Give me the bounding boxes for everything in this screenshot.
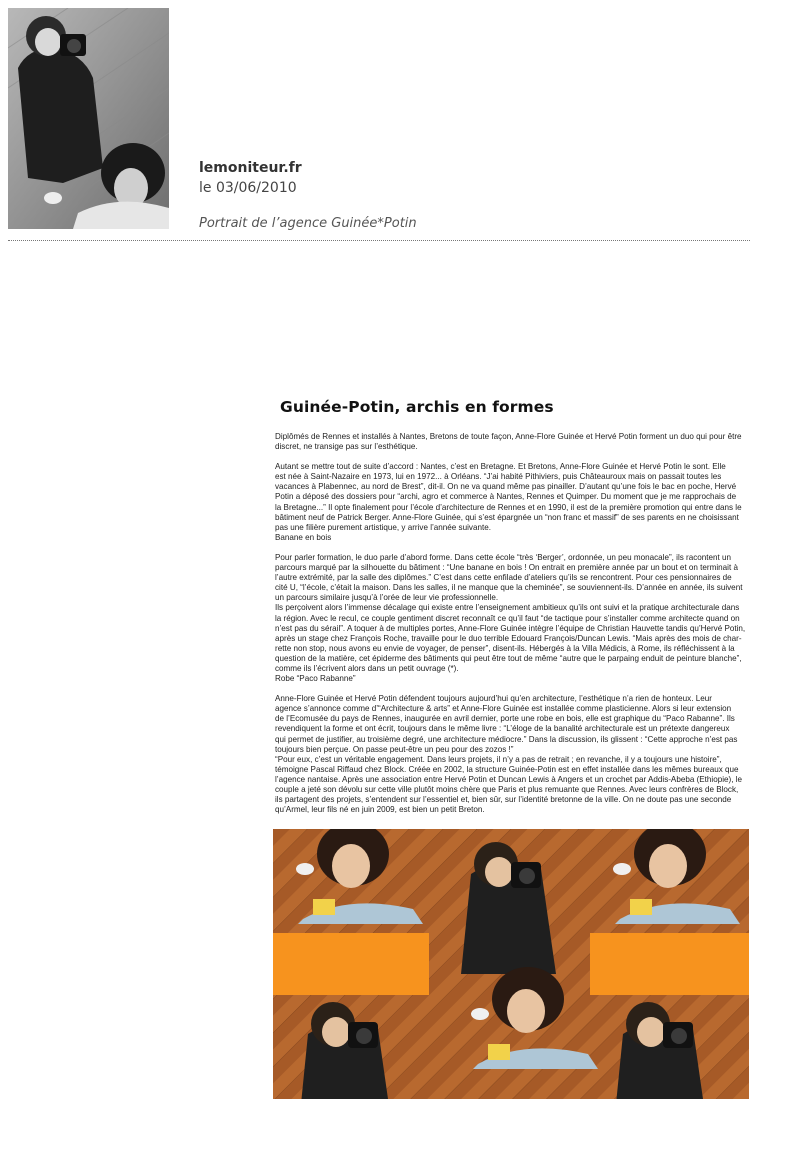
paragraph-line: agence s’annonce comme d’“Architecture & arts” et Anne-Flore Guinée est installée comme plasticienne. Alors si leur extension [275, 704, 732, 714]
article-body [275, 432, 747, 815]
article-title: Guinée-Potin, archis en formes [280, 398, 554, 416]
article-paragraph [275, 694, 747, 815]
header-subtitle: Portrait de l’agence Guinée*Potin [199, 216, 417, 231]
paragraph-line: qu’Armel, leur fils né en juin 2009, est bien un petit Breton. [275, 805, 485, 815]
collage-tile-center [429, 829, 598, 1099]
paragraph-line: un parcours similaire jusqu’à l’orée de leur vie professionnelle. [275, 593, 499, 603]
photo-collage [273, 829, 749, 1099]
paragraph-line: Anne-Flore Guinée et Hervé Potin défendent toujours aujourd’hui qu’en architecture, l’esthétique n’a rien de honteux. Leur [275, 694, 712, 704]
paragraph-line: question de la matière, cet épiderme des bâtiments qui peut être tout de même “autre que le parpaing enduit de peinture blanche”, [275, 653, 742, 663]
paragraph-line: Potin a déposé des dossiers pour “archi, agro et commerce à Nantes, Rennes et Quimper. Du moment que je me rapprochais de [275, 492, 737, 502]
paragraph-line: Ils perçoivent alors l’immense décalage qui existe entre l’enseignement ambitieux qu’ils ont suivi et la pratique architecturale dans [275, 603, 740, 613]
paragraph-line: revendiquent la forme et ont écrit, toujours dans le même livre : “L’éloge de la banalité architecturale est un prétexte dangereux [275, 724, 730, 734]
paragraph-line: Banane en bois [275, 532, 332, 542]
paragraph-line: cité U, “l’école, c’était la maison. Dans les salles, il ne manque que la cheminée”, se souviennent-ils. D’année en année, ils suivent [275, 583, 743, 593]
paragraph-line: après un stage chez François Roche, travaille pour le duo terrible Edouard François/Duncan Lewis. “Mais après des mois de char- [275, 633, 742, 643]
article-paragraph [275, 462, 747, 543]
paragraph-line: Autant se mettre tout de suite d’accord : Nantes, c’est en Bretagne. Et Bretons, Anne-Flore Guinée et Hervé Potin le sont. Elle [275, 462, 726, 472]
dotted-divider [8, 240, 750, 241]
paragraph-line: vacances à Plabennec, au nord de Brest”, dit-il. On ne va quand même pas pinailler. D’autant qu’une fois le bac en poche, Hervé [275, 482, 737, 492]
paragraph-line: Robe “Paco Rabanne” [275, 674, 356, 684]
header-portrait-photo [8, 8, 169, 229]
paragraph-line: n’est pas du sérail”. A toquer à de multiples portes, Anne-Flore Guinée intègre l’équipe de Christian Hauvette tandis qu’Hervé Potin, [275, 623, 746, 633]
paragraph-line: Diplômés de Rennes et installés à Nantes, Bretons de toute façon, Anne-Flore Guinée et Hervé Potin forment un duo qui pour être [275, 432, 742, 441]
paragraph-line: Pour parler formation, le duo parle d’abord forme. Dans cette école “très ‘Berger’, ordonnée, un peu monacale”, ils racontent un [275, 552, 732, 562]
orange-band-left [273, 933, 429, 995]
article-paragraph [275, 553, 747, 684]
paragraph-line: toujours bien perçue. On passe peut-être un peu pour des zozos !” [275, 744, 514, 754]
paragraph-line: est née à Saint-Nazaire en 1973, lui en 1972... à Orléans. “J’ai habité Pithiviers, puis Châteauroux mais on passait toutes les [275, 472, 722, 482]
paragraph-line: témoigne Pascal Riffaud chez Block. Créée en 2002, la structure Guinée-Potin est en effet installée dans les mêmes bureaux que [275, 764, 739, 774]
paragraph-line: bâtiment neuf de Patrick Berger. Anne-Flore Guinée, qui s’est épargnée un “non franc et massif” de ses parents en ne choisissant [275, 512, 739, 522]
paragraph-line: couple a jeté son dévolu sur cette ville plutôt moins chère que Paris et plus remuante que Rennes. Avec leurs confrères de Block, [275, 785, 739, 794]
article [275, 398, 747, 825]
orange-band-right [590, 933, 749, 995]
article-paragraph [275, 432, 747, 452]
paragraph-line: parcours marqué par la silhouette du bâtiment : “Une banane en bois ! On entrait en première année par un bout et on terminait à [275, 563, 738, 573]
publication-date: le 03/06/2010 [199, 180, 297, 196]
paragraph-line: l’autre extrémité, par la salle des diplômes.” C’est dans cette enfilade d’ateliers qu’ils se rencontrent. Pour ces pensionnaires de [275, 573, 732, 583]
paragraph-line: l’agence nantaise. Après une association entre Hervé Potin et Duncan Lewis à Angers et un crochet par Addis-Abeba (Ethiopie), le [275, 774, 743, 784]
paragraph-line: “Pour eux, c’est un véritable engagement. Dans leurs projets, il n’y a pas de retrait ; en revanche, il y a toujours une histoire”, [275, 754, 722, 764]
paragraph-line: qui permet de justifier, au troisième degré, une architecture médiocre.” Dans la discussion, ils glissent : “Cette approche n’est pas [275, 734, 738, 744]
source-site: lemoniteur.fr [199, 160, 302, 176]
paragraph-line: comme ils l’écrivent alors dans un petit ouvrage (*). [275, 663, 459, 673]
paragraph-line: ils partagent des projets, s’entendent sur l’essentiel et, bien sûr, sur l’identité bretonne de la ville. On ne doute pas une seconde [275, 795, 732, 805]
paragraph-line: pas une filière purement artistique, y arrive l’année suivante. [275, 522, 491, 532]
paragraph-line: de l’Ecomusée du pays de Rennes, inaugurée en avril dernier, porte une robe en bois, elle est graphique du “Paco Rabanne”. Ils [275, 714, 735, 724]
paragraph-line: la région. Avec le recul, ce couple gentiment discret reconnaît ce qu’il faut “de tactique pour s’installer comme architecte quand on [275, 613, 740, 623]
paragraph-line: discret, ne transige pas sur l’esthétique. [275, 442, 418, 452]
paragraph-line: la Bretagne...” Il opte finalement pour l’école d’architecture de Rennes et en 1990, il est de la première promotion qui entre dans le [275, 502, 742, 512]
paragraph-line: rette non stop, nous avons eu envie de voyager, de penser”, disent-ils. Hébergés à la Villa Médicis, à Rome, ils réfléchissent à la [275, 643, 735, 653]
